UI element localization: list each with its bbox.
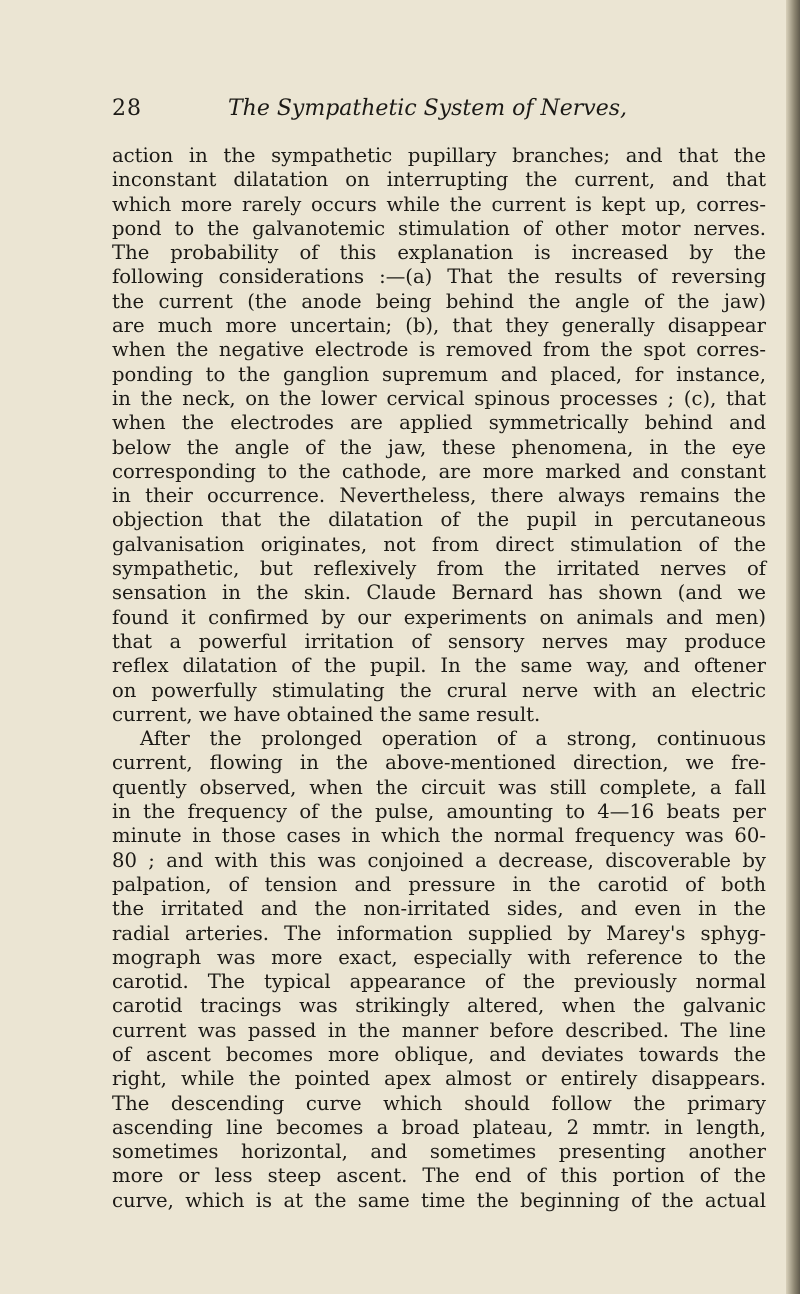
- text-line: in the neck, on the lower cervical spinous processes ; (c), that: [112, 386, 766, 410]
- text-line: of ascent becomes more oblique, and deviates towards the: [112, 1042, 766, 1066]
- text-line: pond to the galvanotemic stimulation of other motor nerves.: [112, 216, 766, 240]
- text-line: ascending line becomes a broad plateau, 2 mmtr. in length,: [112, 1115, 766, 1139]
- text-line: more or less steep ascent. The end of this portion of the: [112, 1164, 766, 1188]
- text-line: when the electrodes are applied symmetrically behind and: [112, 411, 766, 435]
- text-line: are much more uncertain; (b), that they generally disappear: [112, 314, 766, 338]
- text-line: galvanisation originates, not from direct stimulation of the: [112, 532, 766, 556]
- page-header: [112, 96, 752, 130]
- text-line: inconstant dilatation on interrupting the current, and that: [112, 168, 766, 192]
- text-line: ponding to the ganglion supremum and placed, for instance,: [112, 362, 766, 386]
- text-line: sometimes horizontal, and sometimes presenting another: [112, 1140, 766, 1164]
- text-line: following considerations :—(a) That the results of reversing: [112, 265, 766, 289]
- text-line: sympathetic, but reflexively from the irritated nerves of: [112, 557, 766, 581]
- text-line: carotid tracings was strikingly altered, when the galvanic: [112, 994, 766, 1018]
- text-line: which more rarely occurs while the current is kept up, corres-: [112, 192, 766, 216]
- text-line: palpation, of tension and pressure in the carotid of both: [112, 872, 766, 896]
- paragraph-end-line: current, we have obtained the same result.: [112, 702, 541, 726]
- text-line: the irritated and the non-irritated sides, and even in the: [112, 897, 766, 921]
- text-line: current was passed in the manner before described. The line: [112, 1018, 766, 1042]
- text-line: mograph was more exact, especially with reference to the: [112, 945, 766, 969]
- text-line: action in the sympathetic pupillary branches; and that the: [112, 144, 766, 167]
- page-binding-edge: [786, 0, 800, 1294]
- text-line: 80 ; and with this was conjoined a decrease, discoverable by: [112, 848, 766, 872]
- text-line: in their occurrence. Nevertheless, there always remains the: [112, 484, 766, 508]
- paragraph-start-line: After the prolonged operation of a strong, continuous: [140, 727, 766, 751]
- text-line: below the angle of the jaw, these phenomena, in the eye: [112, 435, 766, 459]
- text-line: current, flowing in the above-mentioned direction, we fre-: [112, 751, 766, 775]
- text-line: corresponding to the cathode, are more marked and constant: [112, 459, 766, 483]
- text-line: curve, which is at the same time the beginning of the actual: [112, 1188, 766, 1212]
- body-text: [112, 144, 766, 1213]
- page-number: 28: [112, 96, 142, 121]
- text-line: sensation in the skin. Claude Bernard has shown (and we: [112, 581, 766, 605]
- text-line: found it confirmed by our experiments on animals and men): [112, 605, 766, 629]
- text-line: in the frequency of the pulse, amounting to 4—16 beats per: [112, 800, 766, 824]
- text-line: when the negative electrode is removed from the spot corres-: [112, 338, 766, 362]
- text-line: the current (the anode being behind the angle of the jaw): [112, 289, 766, 313]
- text-line: The probability of this explanation is increased by the: [112, 241, 766, 265]
- text-line: The descending curve which should follow the primary: [112, 1091, 766, 1115]
- running-title: The Sympathetic System of Nerves,: [228, 96, 628, 121]
- text-line: that a powerful irritation of sensory nerves may produce: [112, 629, 766, 653]
- text-line: reflex dilatation of the pupil. In the same way, and oftener: [112, 654, 766, 678]
- text-line: objection that the dilatation of the pupil in percutaneous: [112, 508, 766, 532]
- text-line: minute in those cases in which the normal frequency was 60-: [112, 824, 766, 848]
- text-line: on powerfully stimulating the crural nerve with an electric: [112, 678, 766, 702]
- text-line: right, while the pointed apex almost or entirely disappears.: [112, 1067, 766, 1091]
- text-line: carotid. The typical appearance of the previously normal: [112, 970, 766, 994]
- text-line: radial arteries. The information supplied by Marey's sphyg-: [112, 921, 766, 945]
- text-line: quently observed, when the circuit was still complete, a fall: [112, 775, 766, 799]
